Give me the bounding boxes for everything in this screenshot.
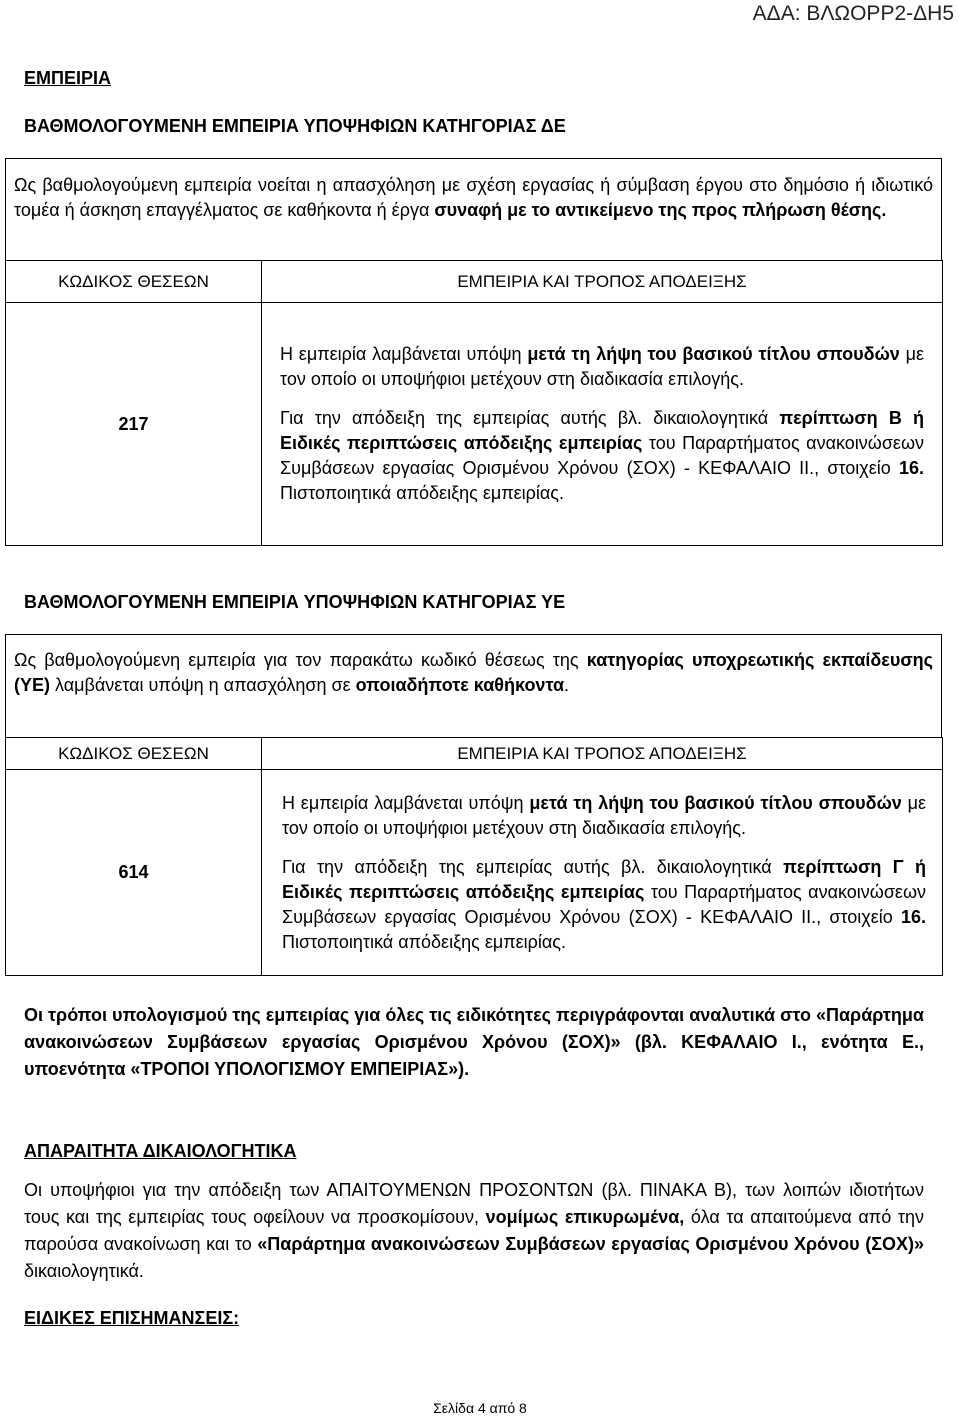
de-intro-box	[5, 158, 942, 261]
required-docs-heading: ΑΠΑΡΑΙΤΗΤΑ ΔΙΚΑΙΟΛΟΓΗΤΙΚΑ	[24, 1141, 297, 1161]
de-intro-text	[14, 173, 933, 223]
ye-experience-para1: Η εμπειρία λαμβάνεται υπόψη μετά τη λήψη του βασικού τίτλου σπουδών με τον οποίο οι υποψήφιοι μετέχουν στη διαδικασία επιλογής.	[282, 792, 927, 838]
de-col-code-header: ΚΩΔΙΚΟΣ ΘΕΣΕΩΝ	[6, 261, 262, 303]
ye-col-code-header: ΚΩΔΙΚΟΣ ΘΕΣΕΩΝ	[6, 738, 262, 770]
section-title: ΕΜΠΕΙΡΙΑ	[24, 68, 112, 88]
ye-experience-cell	[262, 770, 943, 976]
de-heading: ΒΑΘΜΟΛΟΓΟΥΜΕΝΗ ΕΜΠΕΙΡΙΑ ΥΠΟΨΗΦΙΩΝ ΚΑΤΗΓΟΡΙΑΣ ΔΕ	[24, 116, 566, 136]
de-table	[5, 260, 943, 546]
de-intro-bold: συναφή με το αντικείμενο της προς πλήρωση θέσης.	[434, 200, 887, 220]
ye-position-code: 614	[6, 770, 262, 976]
page-number: Σελίδα 4 από 8	[433, 1400, 527, 1416]
ye-table	[5, 737, 943, 976]
required-docs-text: Οι υποψήφιοι για την απόδειξη των ΑΠΑΙΤΟΥΜΕΝΩΝ ΠΡΟΣΟΝΤΩΝ (βλ. ΠΙΝΑΚΑ Β), των λοιπών ιδιοτήτων τους και της εμπειρίας τους οφείλουν να προσκομίσουν, νομίμως επικυρωμένα, όλα τα απαιτούμενα από την παρούσα ανακοίνωση και το «Παράρτημα ανακοινώσεων Συμβάσεων εργασίας Ορισμένου Χρόνου (ΣΟΧ)» δικαιολογητικά.	[24, 1180, 925, 1281]
ye-intro-text: Ως βαθμολογούμενη εμπειρία για τον παρακάτω κωδικό θέσεως της κατηγορίας υποχρεωτικής εκπαίδευσης (ΥΕ) λαμβάνεται υπόψη η απασχόληση σε οποιαδήποτε καθήκοντα.	[14, 650, 933, 695]
special-notes-heading: ΕΙΔΙΚΕΣ ΕΠΙΣΗΜΑΝΣΕΙΣ:	[24, 1308, 240, 1328]
calc-note: Οι τρόποι υπολογισμού της εμπειρίας για όλες τις ειδικότητες περιγράφονται αναλυτικά στο «Παράρτημα ανακοινώσεων Συμβάσεων εργασίας Ορισμένου Χρόνου (ΣΟΧ)» (βλ. ΚΕΦΑΛΑΙΟ Ι., ενότητα Ε., υποενότητα «ΤΡΟΠΟΙ ΥΠΟΛΟΓΙΣΜΟΥ ΕΜΠΕΙΡΙΑΣ»).	[24, 1005, 924, 1079]
ye-heading: ΒΑΘΜΟΛΟΓΟΥΜΕΝΗ ΕΜΠΕΙΡΙΑ ΥΠΟΨΗΦΙΩΝ ΚΑΤΗΓΟΡΙΑΣ ΥΕ	[24, 592, 566, 612]
de-experience-cell	[262, 303, 943, 546]
de-experience-para2: Για την απόδειξη της εμπειρίας αυτής βλ. δικαιολογητικά περίπτωση Β ή Ειδικές περιπτώσεις απόδειξης εμπειρίας του Παραρτήματος ανακοινώσεων Συμβάσεων εργασίας Ορισμένου Χρόνου (ΣΟΧ) - ΚΕΦΑΛΑΙΟ ΙΙ., στοιχείο 16. Πιστοποιητικά απόδειξης εμπειρίας.	[280, 408, 925, 503]
de-experience-para1: Η εμπειρία λαμβάνεται υπόψη μετά τη λήψη του βασικού τίτλου σπουδών με τον οποίο οι υποψήφιοι μετέχουν στη διαδικασία επιλογής.	[280, 344, 925, 389]
ye-intro-box	[5, 634, 942, 738]
de-intro-plain: Ως βαθμολογούμενη εμπειρία νοείται η απασχόληση με σχέση εργασίας ή σύμβαση έργου στο δημόσιο ή ιδιωτικό τομέα ή άσκηση επαγγέλματος σε καθήκοντα ή έργα	[14, 175, 933, 220]
ye-col-experience-header: ΕΜΠΕΙΡΙΑ ΚΑΙ ΤΡΟΠΟΣ ΑΠΟΔΕΙΞΗΣ	[262, 738, 943, 770]
document-id: ΑΔΑ: ΒΛΩΟΡΡ2-ΔΗ5	[752, 2, 954, 25]
de-col-experience-header: ΕΜΠΕΙΡΙΑ ΚΑΙ ΤΡΟΠΟΣ ΑΠΟΔΕΙΞΗΣ	[262, 261, 943, 303]
de-position-code: 217	[6, 303, 262, 546]
ye-experience-para2: Για την απόδειξη της εμπειρίας αυτής βλ. δικαιολογητικά περίπτωση Γ ή Ειδικές περιπτώσεις απόδειξης εμπειρίας του Παραρτήματος ανακοινώσεων Συμβάσεων εργασίας Ορισμένου Χρόνου (ΣΟΧ) - ΚΕΦΑΛΑΙΟ ΙΙ., στοιχείο 16. Πιστοποιητικά απόδειξης εμπειρίας.	[282, 856, 927, 952]
